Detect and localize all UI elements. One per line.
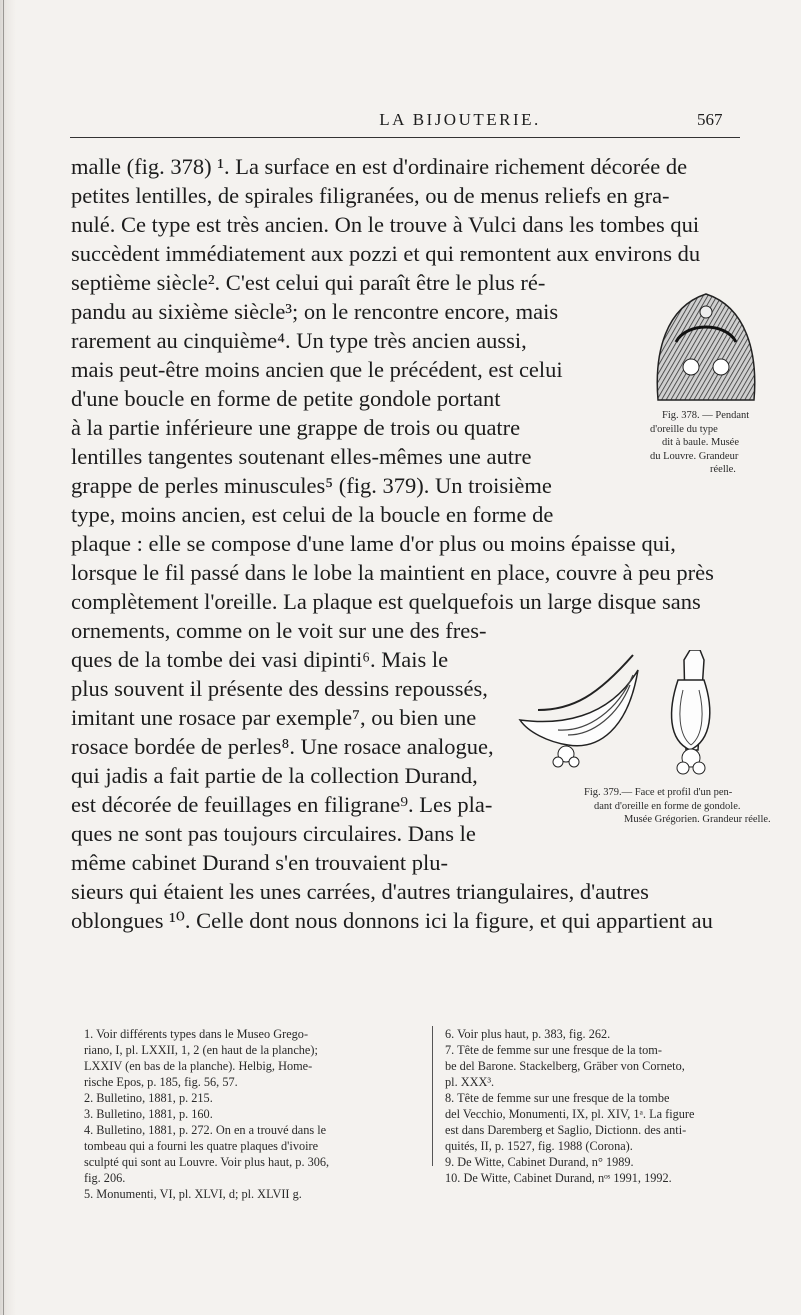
text-line: imitant une rosace par exemple⁷, ou bien une — [71, 705, 477, 730]
text-line: succèdent immédiatement aux pozzi et qui remontent aux environs du — [71, 241, 701, 266]
text-line: septième siècle². C'est celui qui paraît être le plus ré- — [71, 270, 546, 295]
text-line: sieurs qui étaient les unes carrées, d'autres triangulaires, d'autres — [71, 879, 649, 904]
footnote-line: sculpté qui sont au Louvre. Voir plus haut, p. 306, — [84, 1155, 330, 1169]
running-header — [0, 110, 801, 140]
text-line: grappe de perles minuscules⁵ (fig. 379). Un troisième — [71, 473, 552, 498]
footnote-line: fig. 206. — [84, 1171, 126, 1185]
text-line: rosace bordée de perles⁸. Une rosace analogue, — [71, 734, 494, 759]
text-line: ornements, comme on le voit sur une des fres- — [71, 618, 487, 643]
footnote-line: 8. Tête de femme sur une fresque de la tombe — [445, 1091, 670, 1105]
footnote-line: est dans Daremberg et Saglio, Dictionn. des anti- — [445, 1123, 687, 1137]
text-line: lentilles tangentes soutenant elles-mêmes une autre — [71, 444, 532, 469]
caption-line: Fig. 378. — Pendant — [662, 410, 750, 421]
text-line: lorsque le fil passé dans le lobe la maintient en place, couvre à peu près — [71, 560, 714, 585]
figure-379-caption — [584, 786, 794, 827]
text-line: pandu au sixième siècle³; on le rencontre encore, mais — [71, 299, 559, 324]
footnote-line: 1. Voir différents types dans le Museo Grego- — [84, 1027, 309, 1041]
figure-379-illustration — [518, 650, 758, 780]
text-line: oblongues ¹⁰. Celle dont nous donnons ici la figure, et qui appartient au — [71, 908, 713, 933]
running-title: LA BIJOUTERIE. — [379, 110, 541, 129]
caption-line: Fig. 379.— Face et profil d'un pen- — [584, 787, 733, 798]
footnote-line: pl. XXX³. — [445, 1075, 495, 1089]
text-line: plus souvent il présente des dessins repoussés, — [71, 676, 488, 701]
caption-line: dit à baule. Musée — [662, 437, 739, 448]
footnote-line: 4. Bulletino, 1881, p. 272. On en a trouvé dans le — [84, 1123, 327, 1137]
footnote-line: 3. Bulletino, 1881, p. 160. — [84, 1107, 213, 1121]
text-line: rarement au cinquième⁴. Un type très ancien aussi, — [71, 328, 527, 353]
header-rule — [70, 137, 740, 138]
caption-line: dant d'oreille en forme de gondole. — [594, 800, 741, 812]
text-line: ques de la tombe dei vasi dipinti⁶. Mais le — [71, 647, 449, 672]
footnote-line: del Vecchio, Monumenti, IX, pl. XIV, 1ᵃ. La figure — [445, 1107, 695, 1121]
footnote-line: 10. De Witte, Cabinet Durand, nᵒˢ 1991, 1992. — [445, 1171, 672, 1185]
text-line: même cabinet Durand s'en trouvaient plu- — [71, 850, 449, 875]
footnote-line: tombeau qui a fourni les quatre plaques d'ivoire — [84, 1139, 319, 1153]
footnote-line: 9. De Witte, Cabinet Durand, n° 1989. — [445, 1155, 634, 1169]
footnote-line: 6. Voir plus haut, p. 383, fig. 262. — [445, 1027, 611, 1041]
text-line: nulé. Ce type est très ancien. On le trouve à Vulci dans les tombes qui — [71, 212, 700, 237]
page-number: 567 — [697, 110, 723, 129]
text-line: malle (fig. 378) ¹. La surface en est d'ordinaire richement décorée de — [71, 154, 688, 179]
footnote-line: rische Epos, p. 185, fig. 56, 57. — [84, 1075, 238, 1089]
footnote-line: 2. Bulletino, 1881, p. 215. — [84, 1091, 213, 1105]
footnote-line: quités, II, p. 1527, fig. 1988 (Corona). — [445, 1139, 633, 1153]
figure-378-illustration — [646, 282, 766, 402]
text-line: mais peut-être moins ancien que le précédent, est celui — [71, 357, 563, 382]
text-line: d'une boucle en forme de petite gondole portant — [71, 386, 501, 411]
caption-line: du Louvre. Grandeur — [650, 450, 739, 462]
page-binding-edge — [0, 0, 16, 1315]
caption-line: d'oreille du type — [650, 423, 718, 435]
text-line: est décorée de feuillages en filigrane⁹. Les pla- — [71, 792, 493, 817]
footnote-line: LXXIV (en bas de la planche). Helbig, Home- — [84, 1059, 313, 1073]
text-line: complètement l'oreille. La plaque est quelquefois un large disque sans — [71, 589, 701, 614]
text-line: type, moins ancien, est celui de la boucle en forme de — [71, 502, 554, 527]
footnote-line: 7. Tête de femme sur une fresque de la tom- — [445, 1043, 662, 1057]
text-line: ques ne sont pas toujours circulaires. Dans le — [71, 821, 476, 846]
text-line: à la partie inférieure une grappe de trois ou quatre — [71, 415, 521, 440]
figure-378-caption — [650, 409, 790, 477]
text-line: plaque : elle se compose d'une lame d'or plus ou moins épaisse qui, — [71, 531, 676, 556]
text-line: qui jadis a fait partie de la collection Durand, — [71, 763, 478, 788]
footnote-line: riano, I, pl. LXXII, 1, 2 (en haut de la planche); — [84, 1043, 318, 1057]
footnotes-left-column — [84, 1026, 424, 1202]
footnote-line: be del Barone. Stackelberg, Gräber von Corneto, — [445, 1059, 685, 1073]
caption-line: Musée Grégorien. Grandeur réelle. — [624, 814, 771, 825]
footnote-column-divider — [432, 1026, 433, 1166]
text-line: petites lentilles, de spirales filigranées, ou de menus reliefs en gra- — [71, 183, 670, 208]
footnote-line: 5. Monumenti, VI, pl. XLVI, d; pl. XLVII g. — [84, 1187, 302, 1201]
footnotes-right-column — [445, 1026, 745, 1186]
caption-line: réelle. — [710, 464, 736, 475]
